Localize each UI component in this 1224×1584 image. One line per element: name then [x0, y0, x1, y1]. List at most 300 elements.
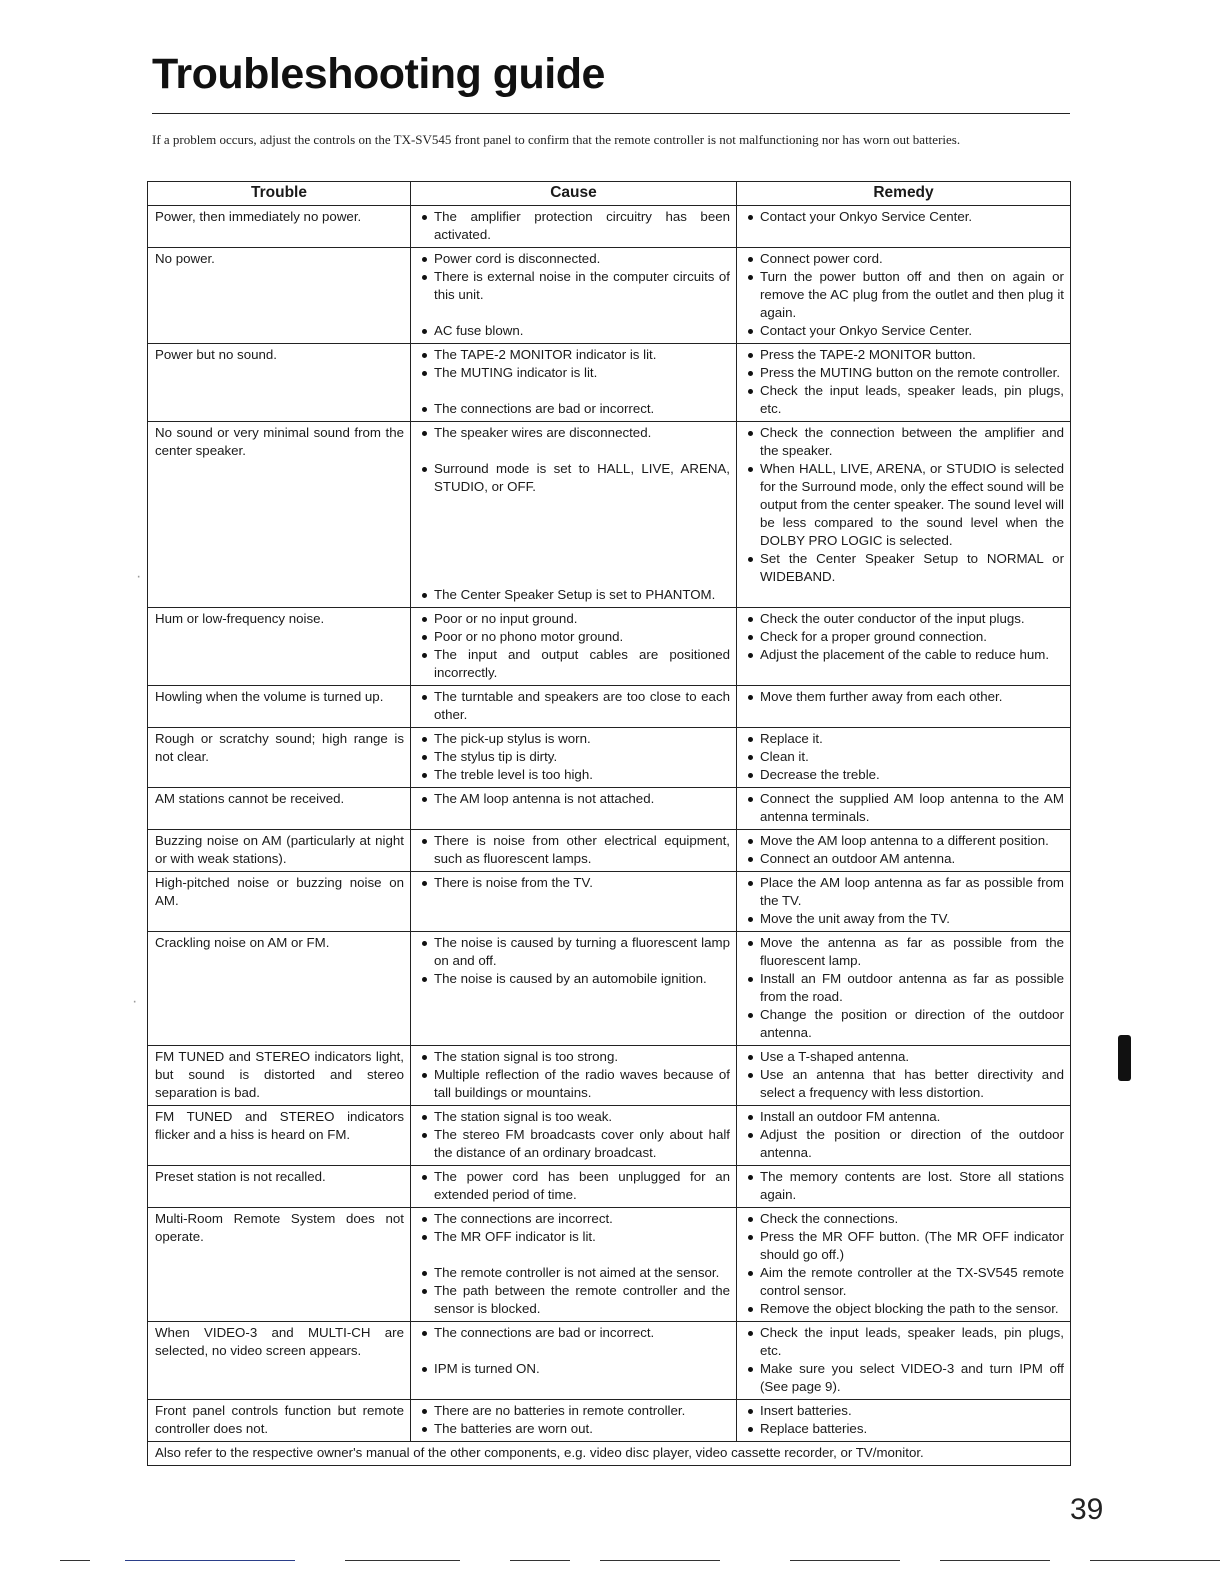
bullet-icon: [422, 617, 427, 622]
bullet-icon: [748, 635, 753, 640]
remedy-text: Contact your Onkyo Service Center.: [760, 323, 973, 338]
cause-item: [418, 646, 730, 682]
remedy-list: [744, 424, 1064, 586]
table-row: [148, 830, 1071, 872]
cause-item: [418, 790, 730, 808]
bullet-icon: [422, 329, 427, 334]
remedy-list: [744, 1168, 1064, 1204]
cause-text: There are no batteries in remote controller.: [434, 1403, 686, 1418]
troubleshooting-table: [147, 181, 1071, 1466]
remedy-text: Press the MR OFF button. (The MR OFF indicator should go off.): [760, 1229, 1064, 1262]
remedy-item: [744, 460, 1064, 550]
cause-list: [418, 832, 730, 868]
remedy-list: [744, 346, 1064, 418]
remedy-item: [744, 1126, 1064, 1162]
bullet-icon: [748, 617, 753, 622]
bullet-icon: [748, 257, 753, 262]
bullet-icon: [748, 329, 753, 334]
bullet-icon: [748, 1055, 753, 1060]
remedy-text: Turn the power button off and then on again or remove the AC plug from the outlet and then plug it again.: [760, 269, 1064, 320]
remedy-list: [744, 790, 1064, 826]
bullet-icon: [748, 467, 753, 472]
remedy-item: [744, 364, 1064, 382]
remedy-item: [744, 874, 1064, 910]
remedy-item: [744, 910, 1064, 928]
remedy-item: [744, 1210, 1064, 1228]
remedy-item: [744, 250, 1064, 268]
cause-text: The MR OFF indicator is lit.: [434, 1229, 596, 1244]
bullet-icon: [748, 977, 753, 982]
cause-text: Power cord is disconnected.: [434, 251, 601, 266]
remedy-cell: [737, 344, 1071, 422]
bullet-icon: [748, 1367, 753, 1372]
remedy-cell: [737, 872, 1071, 932]
remedy-item: [744, 1360, 1064, 1396]
cause-text: The path between the remote controller and the sensor is blocked.: [434, 1283, 730, 1316]
bullet-icon: [422, 1133, 427, 1138]
cause-cell: [411, 1046, 737, 1106]
bullet-icon: [748, 737, 753, 742]
remedy-text: Connect power cord.: [760, 251, 883, 266]
cause-cell: [411, 344, 737, 422]
bullet-icon: [748, 755, 753, 760]
bullet-icon: [422, 881, 427, 886]
bullet-icon: [422, 353, 427, 358]
cause-item: [418, 766, 730, 784]
cause-item: [418, 832, 730, 868]
bullet-icon: [748, 1013, 753, 1018]
bullet-icon: [748, 1073, 753, 1078]
table-row: [148, 788, 1071, 830]
cause-item: [418, 1108, 730, 1126]
cause-list: [418, 688, 730, 724]
cause-item: [418, 934, 730, 970]
cause-cell: [411, 830, 737, 872]
remedy-item: [744, 646, 1064, 664]
cause-item: [418, 250, 730, 268]
remedy-item: [744, 1168, 1064, 1204]
remedy-item: [744, 1006, 1064, 1042]
table-row: [148, 248, 1071, 344]
bullet-icon: [422, 773, 427, 778]
cause-cell: [411, 608, 737, 686]
remedy-cell: [737, 608, 1071, 686]
header-trouble: Trouble: [148, 182, 411, 206]
cause-text: The station signal is too weak.: [434, 1109, 613, 1124]
bullet-icon: [748, 1409, 753, 1414]
remedy-text: Insert batteries.: [760, 1403, 852, 1418]
footer-note: Also refer to the respective owner's manual of the other components, e.g. video disc player, video cassette recorder, or TV/monitor.: [148, 1442, 1071, 1466]
scan-edge-line: [1090, 1560, 1220, 1561]
trouble-cell: Howling when the volume is turned up.: [148, 686, 411, 728]
remedy-cell: [737, 1046, 1071, 1106]
remedy-text: Change the position or direction of the outdoor antenna.: [760, 1007, 1064, 1040]
bullet-icon: [422, 755, 427, 760]
trouble-cell: Crackling noise on AM or FM.: [148, 932, 411, 1046]
bullet-icon: [748, 371, 753, 376]
bullet-icon: [422, 215, 427, 220]
bullet-icon: [748, 215, 753, 220]
cause-cell: [411, 248, 737, 344]
trouble-cell: FM TUNED and STEREO indicators flicker and a hiss is heard on FM.: [148, 1106, 411, 1166]
remedy-item: [744, 1324, 1064, 1360]
cause-cell: [411, 788, 737, 830]
remedy-cell: [737, 1106, 1071, 1166]
footer-row: [148, 1442, 1071, 1466]
bullet-icon: [422, 1427, 427, 1432]
table-row: [148, 1106, 1071, 1166]
bullet-icon: [422, 1073, 427, 1078]
bullet-icon: [422, 1331, 427, 1336]
bullet-icon: [422, 941, 427, 946]
cause-list: [418, 1048, 730, 1102]
remedy-text: Use an antenna that has better directivity and select a frequency with less distortion.: [760, 1067, 1064, 1100]
remedy-list: [744, 1324, 1064, 1396]
remedy-list: [744, 934, 1064, 1042]
cause-cell: [411, 1166, 737, 1208]
trouble-cell: FM TUNED and STEREO indicators light, but sound is distorted and stereo separation is bad.: [148, 1046, 411, 1106]
bullet-icon: [748, 1271, 753, 1276]
remedy-text: Check for a proper ground connection.: [760, 629, 987, 644]
bullet-icon: [748, 389, 753, 394]
cause-cell: [411, 1106, 737, 1166]
cause-text: Multiple reflection of the radio waves because of tall buildings or mountains.: [434, 1067, 730, 1100]
remedy-item: [744, 970, 1064, 1006]
remedy-item: [744, 748, 1064, 766]
cause-cell: [411, 422, 737, 608]
remedy-item: [744, 832, 1064, 850]
remedy-text: Move the antenna as far as possible from the fluorescent lamp.: [760, 935, 1064, 968]
trouble-cell: AM stations cannot be received.: [148, 788, 411, 830]
cause-list: [418, 790, 730, 808]
remedy-item: [744, 730, 1064, 748]
table-row: [148, 422, 1071, 608]
cause-list: [418, 1168, 730, 1204]
remedy-item: [744, 850, 1064, 868]
table-row: [148, 1400, 1071, 1442]
remedy-cell: [737, 248, 1071, 344]
cause-item: [418, 586, 730, 604]
remedy-text: Adjust the placement of the cable to reduce hum.: [760, 647, 1050, 662]
cause-text: The input and output cables are positioned incorrectly.: [434, 647, 730, 680]
cause-item: [418, 1210, 730, 1228]
cause-cell: [411, 932, 737, 1046]
bullet-icon: [422, 1367, 427, 1372]
cause-text: IPM is turned ON.: [434, 1361, 540, 1376]
bullet-icon: [422, 1289, 427, 1294]
remedy-cell: [737, 728, 1071, 788]
cause-item: [418, 730, 730, 748]
trouble-cell: Buzzing noise on AM (particularly at night or with weak stations).: [148, 830, 411, 872]
bullet-icon: [422, 431, 427, 436]
remedy-text: Clean it.: [760, 749, 809, 764]
cause-item: [418, 688, 730, 724]
remedy-item: [744, 1066, 1064, 1102]
bullet-icon: [422, 1271, 427, 1276]
cause-item: [418, 268, 730, 304]
table-header-row: [148, 182, 1071, 206]
remedy-cell: [737, 788, 1071, 830]
remedy-text: Place the AM loop antenna as far as possible from the TV.: [760, 875, 1064, 908]
remedy-item: [744, 1402, 1064, 1420]
cause-list: [418, 208, 730, 244]
bullet-icon: [748, 839, 753, 844]
cause-text: The connections are bad or incorrect.: [434, 401, 655, 416]
bullet-icon: [748, 1133, 753, 1138]
cause-cell: [411, 872, 737, 932]
remedy-cell: [737, 932, 1071, 1046]
cause-item: [418, 1066, 730, 1102]
cause-cell: [411, 1400, 737, 1442]
cause-item: [418, 424, 730, 442]
trouble-cell: Preset station is not recalled.: [148, 1166, 411, 1208]
cause-text: The noise is caused by an automobile ignition.: [434, 971, 707, 986]
cause-text: The stereo FM broadcasts cover only about half the distance of an ordinary broadcast.: [434, 1127, 730, 1160]
cause-text: There is external noise in the computer circuits of this unit.: [434, 269, 730, 302]
bullet-icon: [422, 1217, 427, 1222]
remedy-list: [744, 1108, 1064, 1162]
remedy-text: Replace batteries.: [760, 1421, 868, 1436]
bullet-icon: [422, 1115, 427, 1120]
bullet-icon: [748, 653, 753, 658]
remedy-text: Move the AM loop antenna to a different position.: [760, 833, 1049, 848]
bullet-icon: [422, 407, 427, 412]
remedy-cell: [737, 422, 1071, 608]
remedy-cell: [737, 1400, 1071, 1442]
remedy-text: Check the input leads, speaker leads, pin plugs, etc.: [760, 1325, 1064, 1358]
cause-item: [418, 1420, 730, 1438]
remedy-list: [744, 610, 1064, 664]
trouble-cell: No power.: [148, 248, 411, 344]
cause-item: [418, 628, 730, 646]
bullet-icon: [422, 371, 427, 376]
intro-paragraph: If a problem occurs, adjust the controls on the TX-SV545 front panel to confirm that the remote controller is not malfunctioning nor has worn out batteries.: [152, 132, 961, 147]
cause-text: AC fuse blown.: [434, 323, 524, 338]
trouble-cell: When VIDEO-3 and MULTI-CH are selected, no video screen appears.: [148, 1322, 411, 1400]
title-rule: [152, 113, 1070, 114]
remedy-text: Check the input leads, speaker leads, pin plugs, etc.: [760, 383, 1064, 416]
table-row: [148, 1166, 1071, 1208]
cause-list: [418, 250, 730, 340]
bullet-icon: [748, 773, 753, 778]
remedy-item: [744, 322, 1064, 340]
cause-list: [418, 1210, 730, 1318]
bullet-icon: [422, 839, 427, 844]
cause-text: The AM loop antenna is not attached.: [434, 791, 655, 806]
header-cause: Cause: [411, 182, 737, 206]
cause-item: [418, 610, 730, 628]
remedy-text: Adjust the position or direction of the outdoor antenna.: [760, 1127, 1064, 1160]
remedy-list: [744, 688, 1064, 706]
bullet-icon: [422, 467, 427, 472]
scan-edge-line: [60, 1560, 90, 1561]
cause-text: Poor or no phono motor ground.: [434, 629, 624, 644]
bullet-icon: [748, 881, 753, 886]
page-title: Troubleshooting guide: [152, 50, 605, 98]
trouble-cell: Power, then immediately no power.: [148, 206, 411, 248]
remedy-item: [744, 424, 1064, 460]
scan-edge-line: [510, 1560, 570, 1561]
cause-text: The station signal is too strong.: [434, 1049, 619, 1064]
cause-list: [418, 730, 730, 784]
cause-cell: [411, 206, 737, 248]
remedy-item: [744, 1228, 1064, 1264]
cause-text: The pick-up stylus is worn.: [434, 731, 591, 746]
remedy-text: Move the unit away from the TV.: [760, 911, 950, 926]
cause-item: [418, 400, 730, 418]
table-row: [148, 932, 1071, 1046]
cause-item: [418, 322, 730, 340]
remedy-text: Check the connection between the amplifier and the speaker.: [760, 425, 1064, 458]
bullet-icon: [748, 353, 753, 358]
table-row: [148, 686, 1071, 728]
cause-item: [418, 874, 730, 892]
bullet-icon: [748, 1217, 753, 1222]
table-row: [148, 728, 1071, 788]
remedy-text: When HALL, LIVE, ARENA, or STUDIO is selected for the Surround mode, only the effect sound will be output from the center speaker. The sound level will be less compared to the sound level when the DOLBY PRO LOGIC is selected.: [760, 461, 1064, 548]
remedy-item: [744, 688, 1064, 706]
remedy-item: [744, 766, 1064, 784]
cause-text: There is noise from the TV.: [434, 875, 593, 890]
remedy-item: [744, 268, 1064, 322]
bullet-icon: [748, 797, 753, 802]
bullet-icon: [748, 275, 753, 280]
bullet-icon: [422, 737, 427, 742]
bullet-icon: [748, 557, 753, 562]
cause-cell: [411, 1322, 737, 1400]
cause-text: The stylus tip is dirty.: [434, 749, 558, 764]
trouble-cell: No sound or very minimal sound from the center speaker.: [148, 422, 411, 608]
cause-text: The turntable and speakers are too close to each other.: [434, 689, 730, 722]
trouble-cell: Rough or scratchy sound; high range is not clear.: [148, 728, 411, 788]
bullet-icon: [748, 941, 753, 946]
table-row: [148, 608, 1071, 686]
remedy-cell: [737, 1166, 1071, 1208]
remedy-cell: [737, 206, 1071, 248]
cause-item: [418, 208, 730, 244]
cause-item: [418, 364, 730, 382]
cause-item: [418, 1324, 730, 1342]
cause-cell: [411, 686, 737, 728]
trouble-cell: Hum or low-frequency noise.: [148, 608, 411, 686]
bullet-icon: [748, 1175, 753, 1180]
remedy-text: Replace it.: [760, 731, 823, 746]
cause-list: [418, 610, 730, 682]
remedy-text: Move them further away from each other.: [760, 689, 1003, 704]
remedy-item: [744, 208, 1064, 226]
table-row: [148, 872, 1071, 932]
remedy-text: Check the outer conductor of the input plugs.: [760, 611, 1025, 626]
cause-list: [418, 1402, 730, 1438]
bullet-icon: [748, 857, 753, 862]
bullet-icon: [422, 977, 427, 982]
remedy-cell: [737, 830, 1071, 872]
remedy-text: Connect the supplied AM loop antenna to the AM antenna terminals.: [760, 791, 1064, 824]
bullet-icon: [748, 1427, 753, 1432]
cause-text: Poor or no input ground.: [434, 611, 578, 626]
remedy-item: [744, 1108, 1064, 1126]
bullet-icon: [422, 695, 427, 700]
bullet-icon: [422, 257, 427, 262]
remedy-item: [744, 934, 1064, 970]
cause-list: [418, 424, 730, 604]
bullet-icon: [422, 275, 427, 280]
trouble-cell: Front panel controls function but remote controller does not.: [148, 1400, 411, 1442]
scan-edge-line: [790, 1560, 900, 1561]
remedy-item: [744, 628, 1064, 646]
cause-text: The TAPE-2 MONITOR indicator is lit.: [434, 347, 657, 362]
troubleshooting-table-wrapper: [147, 181, 1070, 1466]
remedy-list: [744, 1210, 1064, 1318]
remedy-text: The memory contents are lost. Store all stations again.: [760, 1169, 1064, 1202]
remedy-item: [744, 1048, 1064, 1066]
remedy-text: Install an FM outdoor antenna as far as possible from the road.: [760, 971, 1064, 1004]
bullet-icon: [422, 797, 427, 802]
cause-item: [418, 1282, 730, 1318]
trouble-cell: High-pitched noise or buzzing noise on AM.: [148, 872, 411, 932]
cause-item: [418, 1264, 730, 1282]
cause-list: [418, 1108, 730, 1162]
cause-cell: [411, 728, 737, 788]
cause-item: [418, 1126, 730, 1162]
bullet-icon: [748, 1307, 753, 1312]
bullet-icon: [422, 593, 427, 598]
bullet-icon: [422, 1175, 427, 1180]
remedy-text: Make sure you select VIDEO-3 and turn IPM off (See page 9).: [760, 1361, 1064, 1394]
remedy-text: Aim the remote controller at the TX-SV545 remote control sensor.: [760, 1265, 1064, 1298]
remedy-list: [744, 1048, 1064, 1102]
remedy-item: [744, 382, 1064, 418]
remedy-text: Press the MUTING button on the remote controller.: [760, 365, 1061, 380]
cause-text: The Center Speaker Setup is set to PHANTOM.: [434, 587, 716, 602]
cause-item: [418, 1228, 730, 1246]
cause-item: [418, 970, 730, 988]
cause-cell: [411, 1208, 737, 1322]
remedy-list: [744, 1402, 1064, 1438]
scan-edge-line: [600, 1560, 720, 1561]
cause-text: The treble level is too high.: [434, 767, 593, 782]
remedy-text: Check the connections.: [760, 1211, 899, 1226]
section-tab-mark: [1118, 1035, 1131, 1081]
cause-item: [418, 346, 730, 364]
cause-list: [418, 934, 730, 988]
page-number: 39: [1070, 1493, 1104, 1526]
cause-text: The connections are incorrect.: [434, 1211, 613, 1226]
remedy-item: [744, 550, 1064, 586]
remedy-text: Use a T-shaped antenna.: [760, 1049, 910, 1064]
scan-speck: ·: [136, 568, 142, 585]
remedy-text: Contact your Onkyo Service Center.: [760, 209, 973, 224]
scan-edge-line: [940, 1560, 1050, 1561]
remedy-item: [744, 1264, 1064, 1300]
cause-item: [418, 1360, 730, 1378]
remedy-cell: [737, 686, 1071, 728]
bullet-icon: [748, 1331, 753, 1336]
bullet-icon: [422, 653, 427, 658]
scan-speck: ·: [132, 993, 138, 1010]
cause-text: The speaker wires are disconnected.: [434, 425, 652, 440]
cause-item: [418, 748, 730, 766]
cause-item: [418, 1048, 730, 1066]
remedy-text: Decrease the treble.: [760, 767, 880, 782]
table-row: [148, 1046, 1071, 1106]
bullet-icon: [748, 695, 753, 700]
remedy-list: [744, 208, 1064, 226]
remedy-item: [744, 1420, 1064, 1438]
table-row: [148, 344, 1071, 422]
remedy-list: [744, 250, 1064, 340]
remedy-text: Set the Center Speaker Setup to NORMAL or WIDEBAND.: [760, 551, 1064, 584]
